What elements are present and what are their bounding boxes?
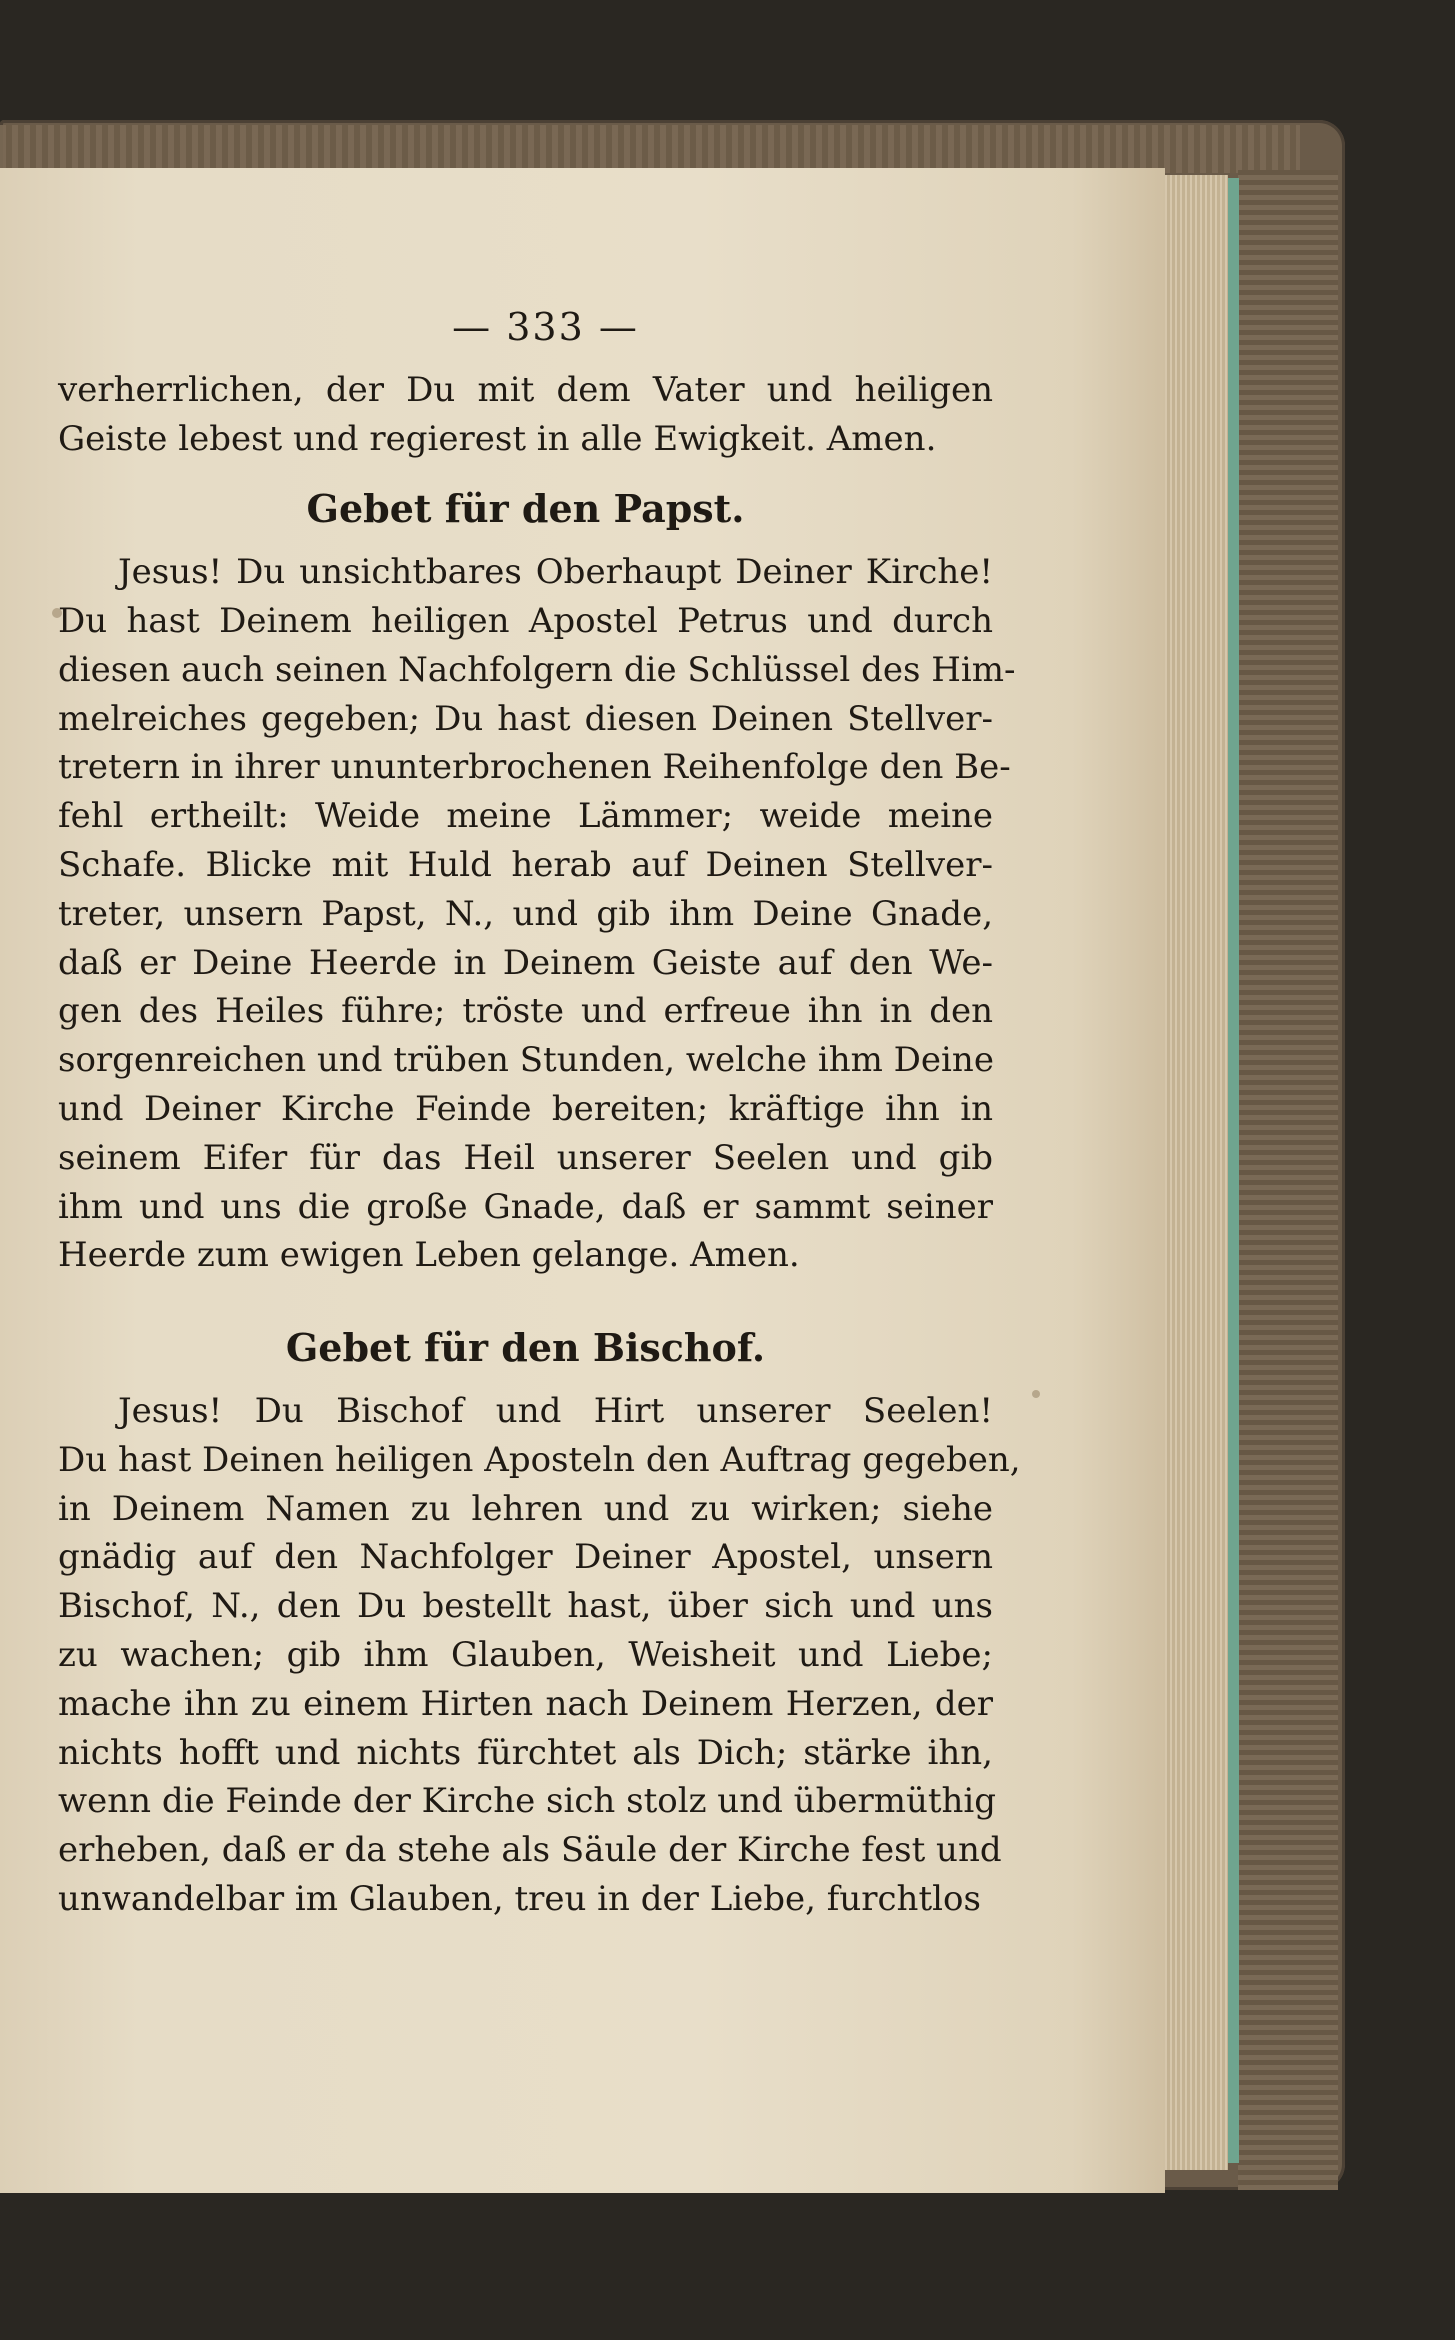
text-line: diesen auch seinen Nachfolgern die Schlüssel des Him- <box>58 649 1016 690</box>
text-line: gen des Heiles führe; tröste und erfreue ihn in den <box>58 991 993 1032</box>
section-heading-papst: Gebet für den Papst. <box>306 486 745 532</box>
text-line: verherrlichen, der Du mit dem Vater und heiligen <box>58 369 993 410</box>
text-line: in Deinem Namen zu lehren und zu wirken; siehe <box>58 1488 993 1529</box>
text-line: Du hast Deinem heiligen Apostel Petrus und durch <box>58 600 993 641</box>
text-line: daß er Deine Heerde in Deinem Geiste auf den We- <box>58 942 993 983</box>
text-line: treter, unsern Papst, N., und gib ihm Deine Gnade, <box>58 893 993 934</box>
text-line: sorgenreichen und trüben Stunden, welche ihm Deine <box>58 1040 994 1081</box>
text-line: gnädig auf den Nachfolger Deiner Apostel, unsern <box>58 1537 993 1578</box>
text-line: Du hast Deinen heiligen Aposteln den Auftrag gegeben, <box>58 1439 1021 1480</box>
text-line: Jesus! Du Bischof und Hirt unserer Seelen! <box>118 1390 993 1431</box>
text-line: Bischof, N., den Du bestellt hast, über sich und uns <box>58 1586 993 1627</box>
page-number: — 333 — <box>452 305 639 349</box>
text-line: Geiste lebest und regierest in alle Ewigkeit. Amen. <box>58 418 937 459</box>
text-line: seinem Eifer für das Heil unserer Seelen und gib <box>58 1137 993 1178</box>
text-line: fehl ertheilt: Weide meine Lämmer; weide meine <box>58 796 993 837</box>
foxing-spot <box>1032 1390 1040 1398</box>
page-text <box>58 303 1021 1924</box>
text-line: mache ihn zu einem Hirten nach Deinem Herzen, der <box>58 1683 993 1724</box>
text-line: melreiches gegeben; Du hast diesen Deinen Stellver- <box>58 698 993 739</box>
text-line: erheben, daß er da stehe als Säule der Kirche fest und <box>58 1830 1002 1871</box>
page-edges <box>1160 175 1228 2170</box>
text-line: tretern in ihrer ununterbrochenen Reihenfolge den Be- <box>58 747 1011 788</box>
text-line: Schafe. Blicke mit Huld herab auf Deinen Stellver- <box>58 844 993 885</box>
text-line: unwandelbar im Glauben, treu in der Liebe, furchtlos <box>58 1878 981 1919</box>
text-line: Heerde zum ewigen Leben gelange. Amen. <box>58 1235 800 1276</box>
book-page <box>0 168 1165 2193</box>
cover-right-edge <box>1238 170 1338 2190</box>
text-line: zu wachen; gib ihm Glauben, Weisheit und Liebe; <box>58 1634 993 1675</box>
text-line: wenn die Feinde der Kirche sich stolz und übermüthig <box>58 1781 997 1822</box>
cover-top-edge <box>0 125 1300 173</box>
text-line: und Deiner Kirche Feinde bereiten; kräftige ihn in <box>58 1088 993 1129</box>
text-line: ihm und uns die große Gnade, daß er sammt seiner <box>58 1186 993 1227</box>
section-heading-bischof: Gebet für den Bischof. <box>285 1325 766 1371</box>
text-line: nichts hofft und nichts fürchtet als Dich; stärke ihn, <box>58 1732 993 1773</box>
text-line: Jesus! Du unsichtbares Oberhaupt Deiner Kirche! <box>118 552 993 593</box>
